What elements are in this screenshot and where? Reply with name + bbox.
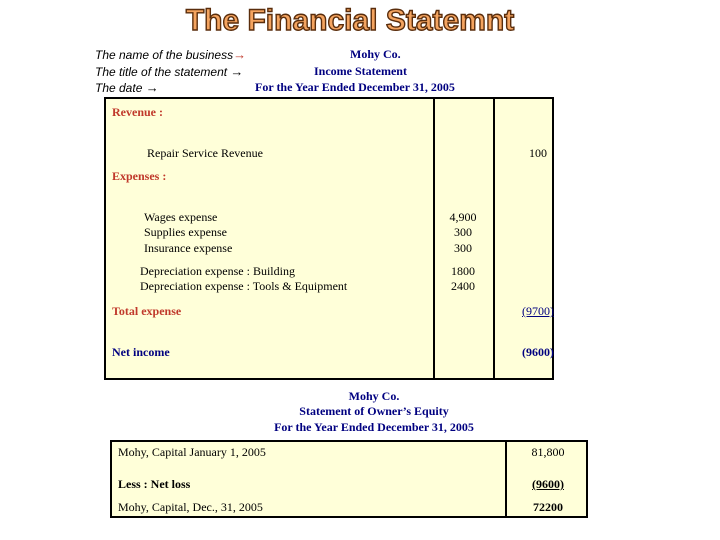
column-divider xyxy=(433,97,435,380)
revenue-item-label: Repair Service Revenue xyxy=(147,146,263,160)
equity-row-label: Less : Net loss xyxy=(118,477,191,491)
statement-title-label: The title of the statement → xyxy=(95,64,244,79)
arrow-right-icon: → xyxy=(230,64,244,79)
equity-statement-date: For the Year Ended December 31, 2005 xyxy=(274,420,474,434)
date-label: The date → xyxy=(95,80,159,95)
expense-label: Insurance expense xyxy=(144,241,233,255)
equity-statement-title: Statement of Owner’s Equity xyxy=(299,404,449,418)
date-value: For the Year Ended December 31, 2005 xyxy=(255,80,455,94)
revenue-amount: 100 xyxy=(529,146,547,160)
statement-title-value: Income Statement xyxy=(314,64,407,78)
expense-amount: 4,900 xyxy=(449,210,477,224)
arrow-right-icon: → xyxy=(145,80,159,95)
column-divider xyxy=(505,440,507,518)
expense-label: Depreciation expense : Building xyxy=(140,264,295,278)
equity-row-amount: 72200 xyxy=(533,500,563,514)
expense-label: Depreciation expense : Tools & Equipment xyxy=(140,279,348,293)
equity-row-amount: 81,800 xyxy=(531,445,565,459)
expense-label: Wages expense xyxy=(144,210,218,224)
expense-amount: 1800 xyxy=(451,264,475,278)
expense-amount: 2400 xyxy=(451,279,475,293)
statement-banner xyxy=(185,0,515,38)
expense-label: Supplies expense xyxy=(144,225,227,239)
business-name-value: Mohy Co. xyxy=(350,47,401,61)
total-expense-amount: (9700) xyxy=(522,304,554,318)
net-income-amount: (9600) xyxy=(522,345,554,359)
equity-row-label: Mohy, Capital, Dec., 31, 2005 xyxy=(118,500,263,514)
business-name-label: The name of the business→ xyxy=(95,47,247,62)
banner-title: The Financial Statemnt xyxy=(185,4,515,37)
column-divider xyxy=(493,97,495,380)
equity-row-amount: (9600) xyxy=(532,477,564,491)
expense-amount: 300 xyxy=(454,225,472,239)
expense-amount: 300 xyxy=(454,241,472,255)
equity-row-label: Mohy, Capital January 1, 2005 xyxy=(118,445,266,459)
equity-company-name: Mohy Co. xyxy=(348,389,400,403)
revenue-heading: Revenue : xyxy=(112,105,163,119)
total-expense-label: Total expense xyxy=(112,304,182,318)
arrow-right-icon: → xyxy=(233,47,247,62)
net-income-label: Net income xyxy=(112,345,170,359)
expenses-heading: Expenses : xyxy=(112,169,167,183)
